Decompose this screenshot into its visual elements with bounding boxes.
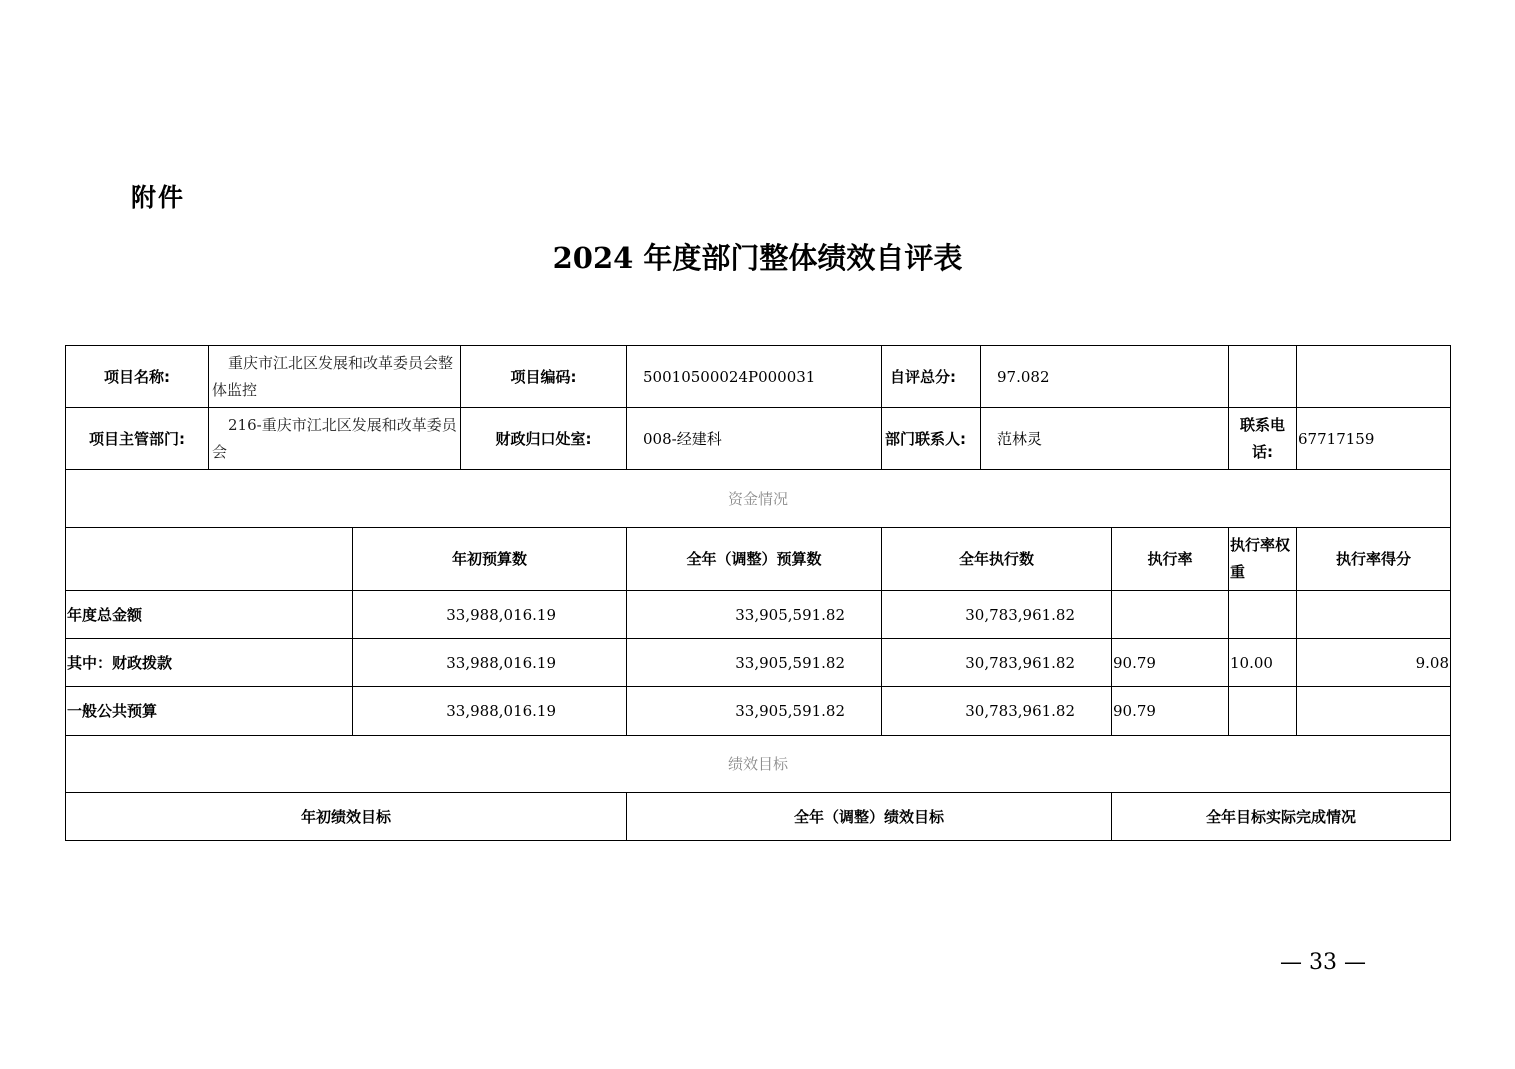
dept-label: 项目主管部门:	[66, 408, 209, 470]
project-name-value: 重庆市江北区发展和改革委员会整体监控	[209, 346, 461, 408]
row-weight	[1229, 591, 1297, 639]
row-rate	[1112, 591, 1229, 639]
table-row	[66, 591, 1451, 639]
attachment-label: 附件	[131, 183, 186, 212]
row-score	[1297, 591, 1451, 639]
contact-person-value: 范林灵	[981, 408, 1229, 470]
self-score-value: 97.082	[981, 346, 1229, 408]
finance-office-label: 财政归口处室:	[461, 408, 627, 470]
empty-cell	[1297, 346, 1451, 408]
project-code-label: 项目编码:	[461, 346, 627, 408]
funds-section-title: 资金情况	[66, 470, 1451, 528]
header-goal-completion: 全年目标实际完成情况	[1112, 793, 1451, 841]
row-adjusted: 33,905,591.82	[627, 591, 882, 639]
row-adjusted: 33,905,591.82	[627, 687, 882, 736]
funds-section-row	[66, 470, 1451, 528]
row-initial: 33,988,016.19	[353, 591, 627, 639]
finance-office-value: 008-经建科	[627, 408, 882, 470]
funds-header-empty	[66, 528, 353, 591]
page-title: 2024 年度部门整体绩效自评表	[552, 241, 963, 275]
row-score	[1297, 687, 1451, 736]
contact-person-label: 部门联系人:	[882, 408, 981, 470]
row-executed: 30,783,961.82	[882, 687, 1112, 736]
info-row-1	[66, 346, 1451, 408]
row-adjusted: 33,905,591.82	[627, 639, 882, 687]
header-initial-goals: 年初绩效目标	[66, 793, 627, 841]
row-label: 其中：财政拨款	[66, 639, 353, 687]
performance-evaluation-table	[65, 345, 1451, 841]
goals-section-title: 绩效目标	[66, 736, 1451, 793]
table-row	[66, 687, 1451, 736]
header-exec-rate-weight: 执行率权重	[1229, 528, 1297, 591]
header-exec-rate: 执行率	[1112, 528, 1229, 591]
row-weight	[1229, 687, 1297, 736]
goals-header-row	[66, 793, 1451, 841]
table-row	[66, 639, 1451, 687]
info-row-2	[66, 408, 1451, 470]
row-executed: 30,783,961.82	[882, 639, 1112, 687]
project-name-label: 项目名称:	[66, 346, 209, 408]
phone-value: 67717159	[1297, 408, 1451, 470]
project-code-value: 50010500024P000031	[627, 346, 882, 408]
row-rate: 90.79	[1112, 687, 1229, 736]
header-adjusted-budget: 全年（调整）预算数	[627, 528, 882, 591]
header-exec-rate-score: 执行率得分	[1297, 528, 1451, 591]
row-rate: 90.79	[1112, 639, 1229, 687]
page-number: — 33 —	[1280, 950, 1366, 975]
row-score: 9.08	[1297, 639, 1451, 687]
row-label: 年度总金额	[66, 591, 353, 639]
header-executed: 全年执行数	[882, 528, 1112, 591]
dept-value: 216-重庆市江北区发展和改革委员会	[209, 408, 461, 470]
funds-header-row	[66, 528, 1451, 591]
phone-label: 联系电话:	[1229, 408, 1297, 470]
self-score-label: 自评总分:	[882, 346, 981, 408]
row-initial: 33,988,016.19	[353, 687, 627, 736]
header-adjusted-goals: 全年（调整）绩效目标	[627, 793, 1112, 841]
row-label: 一般公共预算	[66, 687, 353, 736]
header-initial-budget: 年初预算数	[353, 528, 627, 591]
goals-section-row	[66, 736, 1451, 793]
row-executed: 30,783,961.82	[882, 591, 1112, 639]
row-initial: 33,988,016.19	[353, 639, 627, 687]
empty-cell	[1229, 346, 1297, 408]
row-weight: 10.00	[1229, 639, 1297, 687]
